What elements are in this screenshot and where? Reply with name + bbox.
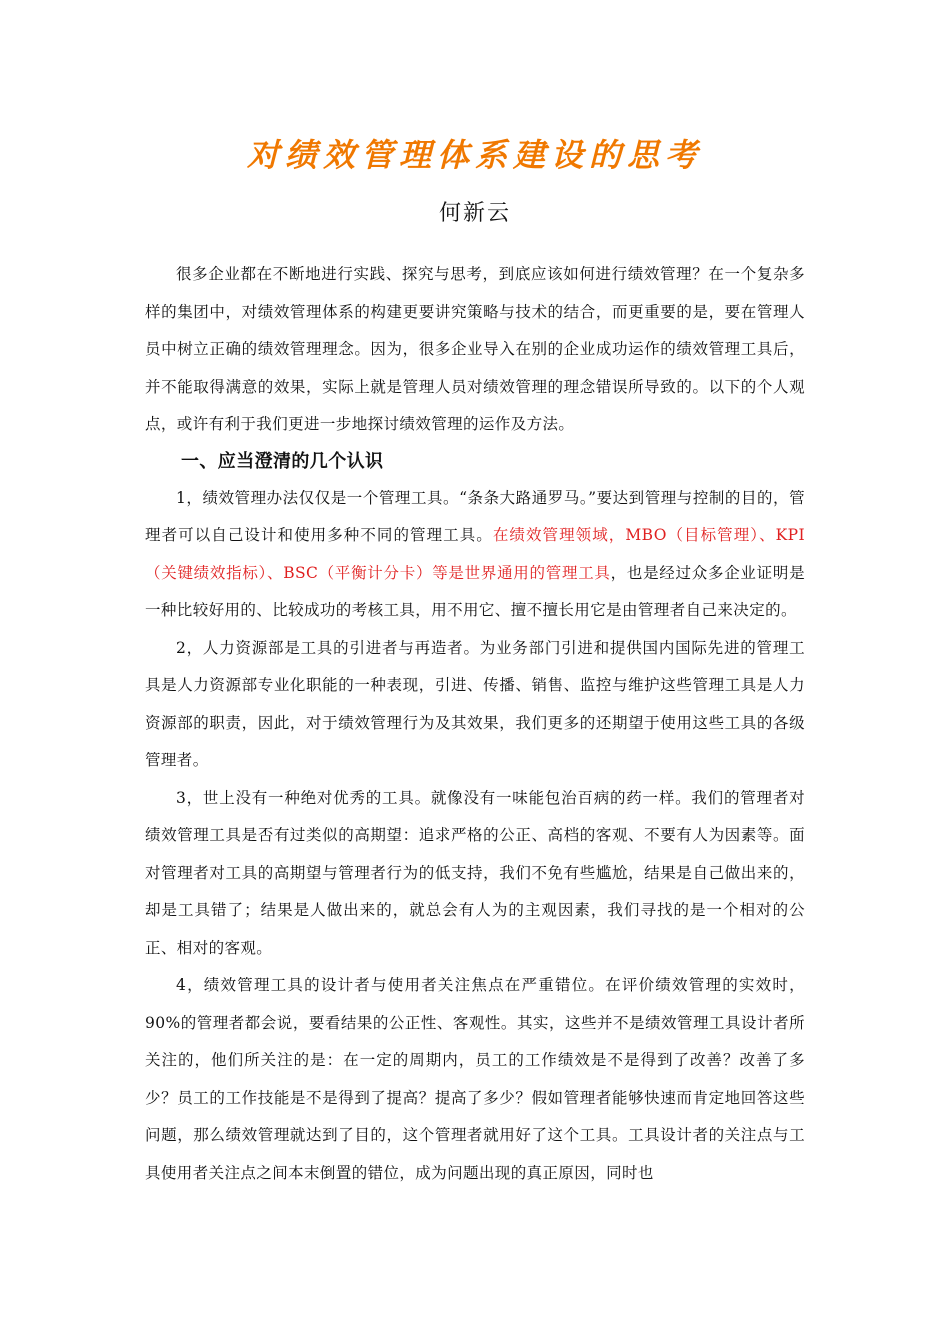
- author-name: 何新云: [438, 201, 511, 226]
- paragraph-1-text-a: 1，绩效管理办法仅仅是一个管理工具。“条条大路通罗马。”要达到管理与控制的目的，管理者可以自己设计和使用多种不同的管理工具。: [145, 488, 805, 544]
- document-title: 对绩效管理体系建设的思考: [246, 136, 703, 174]
- paragraph-1-text-b: ，也是经过众多企业证明是一种比较好用的、比较成功的考核工具，用不用它、擅不擅长用它是由管理者自己来决定的。: [145, 563, 805, 619]
- paragraph-4: 4，绩效管理工具的设计者与使用者关注焦点在严重错位。在评价绩效管理的实效时，90%的管理者都会说，要看结果的公正性、客观性。其实，这些并不是绩效管理工具设计者所关注的，他们所关注的是：在一定的周期内，员工的工作绩效是不是得到了改善？改善了多少？员工的工作技能是不是得到了提高？提高了多少？假如管理者能够快速而肯定地回答这些问题，那么绩效管理就达到了目的，这个管理者就用好了这个工具。工具设计者的关注点与工具使用者关注点之间本末倒置的错位，成为问题出现的真正原因，同时也: [145, 976, 805, 1182]
- paragraph-1-highlight: 在绩效管理领域，MBO（目标管理）、KPI（关键绩效指标）、BSC（平衡计分卡）等是世界通用的管理工具: [145, 526, 805, 582]
- paragraph-3: 3，世上没有一种绝对优秀的工具。就像没有一味能包治百病的药一样。我们的管理者对绩效管理工具是否有过类似的高期望：追求严格的公正、高档的客观、不要有人为因素等。面对管理者对工具的高期望与管理者行为的低支持，我们不免有些尴尬，结果是自己做出来的，却是工具错了；结果是人做出来的，就总会有人为的主观因素，我们寻找的是一个相对的公正、相对的客观。: [145, 788, 805, 957]
- section-heading: 一、应当澄清的几个认识: [181, 450, 384, 472]
- document-body: [145, 256, 805, 1192]
- paragraph-1: [145, 480, 805, 630]
- intro-paragraph: 很多企业都在不断地进行实践、探究与思考，到底应该如何进行绩效管理？在一个复杂多样的集团中，对绩效管理体系的构建更要讲究策略与技术的结合，而更重要的是，要在管理人员中树立正确的绩效管理理念。因为，很多企业导入在别的企业成功运作的绩效管理工具后，并不能取得满意的效果，实际上就是管理人员对绩效管理的理念错误所导致的。以下的个人观点，或许有利于我们更进一步地探讨绩效管理的运作及方法。: [145, 265, 805, 433]
- paragraph-2: 2，人力资源部是工具的引进者与再造者。为业务部门引进和提供国内国际先进的管理工具是人力资源部专业化职能的一种表现，引进、传播、销售、监控与维护这些管理工具是人力资源部的职责，因此，对于绩效管理行为及其效果，我们更多的还期望于使用这些工具的各级管理者。: [145, 638, 805, 769]
